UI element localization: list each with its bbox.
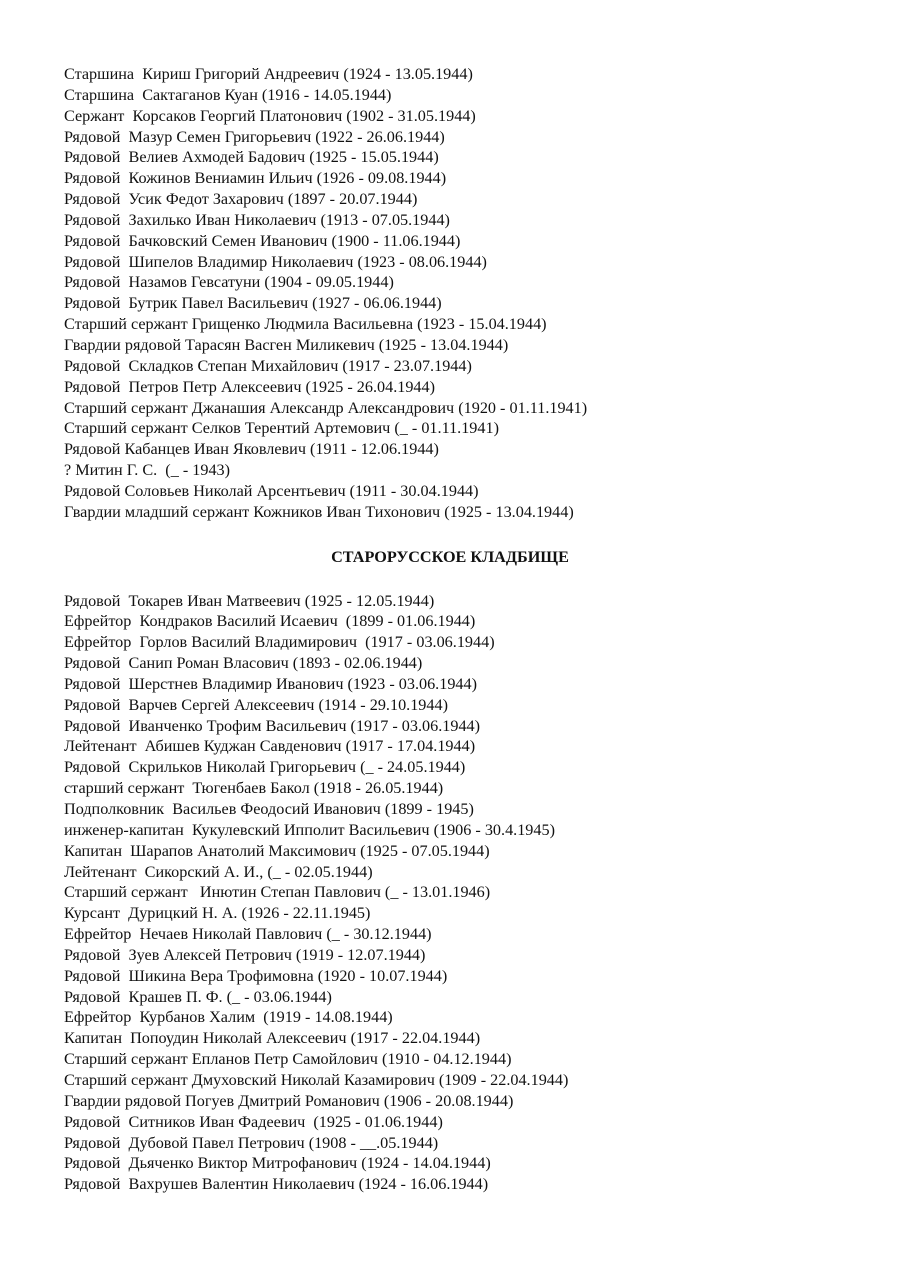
list-item: Рядовой Дубовой Павел Петрович (1908 - __.05.1944): [64, 1133, 439, 1152]
list-item: Рядовой Велиев Ахмодей Бадович (1925 - 15.05.1944): [64, 148, 439, 167]
list-item: Сержант Корсаков Георгий Платонович (1902 - 31.05.1944): [64, 106, 476, 125]
list-item: Рядовой Соловьев Николай Арсентьевич (1911 - 30.04.1944): [64, 481, 479, 500]
list-item: Гвардии младший сержант Кожников Иван Тихонович (1925 - 13.04.1944): [64, 502, 574, 521]
burial-list-second: [64, 591, 844, 1195]
list-item: Рядовой Бачковский Семен Иванович (1900 - 11.06.1944): [64, 231, 461, 250]
list-item: Ефрейтор Курбанов Халим (1919 - 14.08.1944): [64, 1008, 393, 1027]
list-item: Рядовой Токарев Иван Матвеевич (1925 - 12.05.1944): [64, 591, 435, 610]
list-item: Гвардии рядовой Тарасян Васген Миликевич (1925 - 13.04.1944): [64, 335, 509, 354]
list-item: Старший сержант Джанашия Александр Александрович (1920 - 01.11.1941): [64, 398, 588, 417]
list-item: Рядовой Складков Степан Михайлович (1917 - 23.07.1944): [64, 356, 472, 375]
list-item: Старшина Сактаганов Куан (1916 - 14.05.1944): [64, 85, 392, 104]
document-page: [64, 64, 844, 1195]
list-item: Курсант Дурицкий Н. А. (1926 - 22.11.1945): [64, 904, 371, 923]
list-item: Старший сержант Инютин Степан Павлович (_ - 13.01.1946): [64, 883, 491, 902]
list-item: Ефрейтор Горлов Василий Владимирович (1917 - 03.06.1944): [64, 633, 495, 652]
list-item: Рядовой Крашев П. Ф. (_ - 03.06.1944): [64, 987, 332, 1006]
list-item: Рядовой Иванченко Трофим Васильевич (1917 - 03.06.1944): [64, 716, 481, 735]
list-item: Ефрейтор Нечаев Николай Павлович (_ - 30.12.1944): [64, 925, 432, 944]
list-item: Старший сержант Селков Терентий Артемович (_ - 01.11.1941): [64, 419, 499, 438]
list-item: Рядовой Вахрушев Валентин Николаевич (1924 - 16.06.1944): [64, 1175, 489, 1194]
list-item: Рядовой Кожинов Вениамин Ильич (1926 - 09.08.1944): [64, 169, 447, 188]
list-item: Старший сержант Епланов Петр Самойлович (1910 - 04.12.1944): [64, 1050, 512, 1069]
list-item: Рядовой Назамов Гевсатуни (1904 - 09.05.1944): [64, 273, 394, 292]
list-item: Рядовой Бутрик Павел Васильевич (1927 - 06.06.1944): [64, 294, 442, 313]
list-item: Рядовой Зуев Алексей Петрович (1919 - 12.07.1944): [64, 945, 426, 964]
list-item: старший сержант Тюгенбаев Бакол (1918 - 26.05.1944): [64, 779, 444, 798]
list-item: Капитан Шарапов Анатолий Максимович (1925 - 07.05.1944): [64, 841, 490, 860]
list-item: инженер-капитан Кукулевский Ипполит Васильевич (1906 - 30.4.1945): [64, 820, 555, 839]
list-item: Ефрейтор Кондраков Василий Исаевич (1899 - 01.06.1944): [64, 612, 476, 631]
list-item: Рядовой Скрильков Николай Григорьевич (_ - 24.05.1944): [64, 758, 466, 777]
burial-list-first: [64, 64, 844, 523]
list-item: ? Митин Г. С. (_ - 1943): [64, 461, 231, 480]
list-item: Рядовой Мазур Семен Григорьевич (1922 - 26.06.1944): [64, 127, 445, 146]
list-item: Капитан Попоудин Николай Алексеевич (1917 - 22.04.1944): [64, 1029, 481, 1048]
list-item: Рядовой Шипелов Владимир Николаевич (1923 - 08.06.1944): [64, 252, 487, 271]
list-item: Рядовой Санип Роман Власович (1893 - 02.06.1944): [64, 654, 423, 673]
list-item: Лейтенант Сикорский А. И., (_ - 02.05.1944): [64, 862, 373, 881]
list-item: Рядовой Петров Петр Алексеевич (1925 - 26.04.1944): [64, 377, 435, 396]
list-item: Старший сержант Дмуховский Николай Казамирович (1909 - 22.04.1944): [64, 1070, 569, 1089]
list-item: Рядовой Кабанцев Иван Яковлевич (1911 - 12.06.1944): [64, 440, 439, 459]
list-item: Рядовой Захилько Иван Николаевич (1913 - 07.05.1944): [64, 210, 450, 229]
section-heading: СТАРОРУССКОЕ КЛАДБИЩЕ: [331, 547, 569, 566]
list-item: Рядовой Варчев Сергей Алексеевич (1914 - 29.10.1944): [64, 695, 448, 714]
list-item: Рядовой Дьяченко Виктор Митрофанович (1924 - 14.04.1944): [64, 1154, 491, 1173]
list-item: Рядовой Шикина Вера Трофимовна (1920 - 10.07.1944): [64, 966, 448, 985]
list-item: Рядовой Шерстнев Владимир Иванович (1923 - 03.06.1944): [64, 674, 477, 693]
list-item: Рядовой Ситников Иван Фадеевич (1925 - 01.06.1944): [64, 1112, 443, 1131]
list-item: Гвардии рядовой Погуев Дмитрий Романович (1906 - 20.08.1944): [64, 1091, 514, 1110]
list-item: Лейтенант Абишев Куджан Савденович (1917 - 17.04.1944): [64, 737, 476, 756]
list-item: Подполковник Васильев Феодосий Иванович (1899 - 1945): [64, 800, 474, 818]
list-item: Старшина Кириш Григорий Андреевич (1924 - 13.05.1944): [64, 65, 473, 83]
list-item: Старший сержант Грищенко Людмила Васильевна (1923 - 15.04.1944): [64, 315, 547, 334]
list-item: Рядовой Усик Федот Захарович (1897 - 20.07.1944): [64, 190, 418, 209]
